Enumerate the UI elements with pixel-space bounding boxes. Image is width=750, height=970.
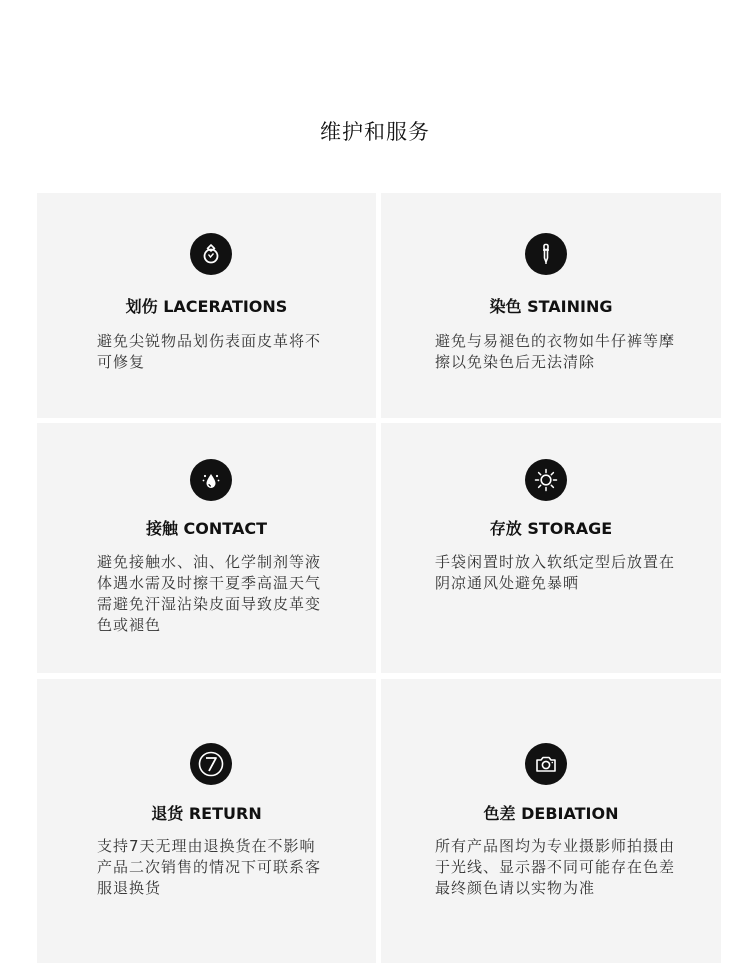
card-title: 退货 RETURN: [151, 804, 262, 823]
dropper-icon: [525, 233, 567, 275]
card-title: 色差 DEBIATION: [483, 804, 619, 823]
card-description: 手袋闲置时放入软纸定型后放置在阴凉通风处避免暴晒: [435, 553, 676, 592]
camera-icon: [525, 743, 567, 785]
card-storage: [381, 423, 721, 673]
card-title: 染色 STAINING: [489, 297, 613, 316]
scratch-ring-icon: [190, 233, 232, 275]
card-return: [37, 679, 376, 963]
sun-icon: [525, 459, 567, 501]
card-title: 划伤 LACERATIONS: [125, 297, 288, 316]
card-description: 避免尖锐物品划伤表面皮革将不可修复: [97, 332, 322, 371]
seven-day-return-icon: [190, 743, 232, 785]
card-staining: [381, 193, 721, 418]
card-title: 存放 STORAGE: [489, 519, 613, 538]
page-title: 维护和服务: [320, 120, 430, 144]
card-description: 避免与易褪色的衣物如牛仔裤等摩擦以免染色后无法清除: [435, 332, 676, 371]
card-debiation: [381, 679, 721, 963]
water-drop-icon: [190, 459, 232, 501]
card-contact: [37, 423, 376, 673]
card-description: 支持7天无理由退换货在不影响产品二次销售的情况下可联系客服退换货: [97, 837, 322, 897]
card-lacerations: [37, 193, 376, 418]
card-title: 接触 CONTACT: [145, 519, 268, 538]
card-description: 避免接触水、油、化学制剂等液体遇水需及时擦干夏季高温天气需避免汗湿沾染皮面导致皮革变色或褪色: [97, 553, 322, 634]
card-description: 所有产品图均为专业摄影师拍摄由于光线、显示器不同可能存在色差最终颜色请以实物为准: [435, 837, 676, 897]
